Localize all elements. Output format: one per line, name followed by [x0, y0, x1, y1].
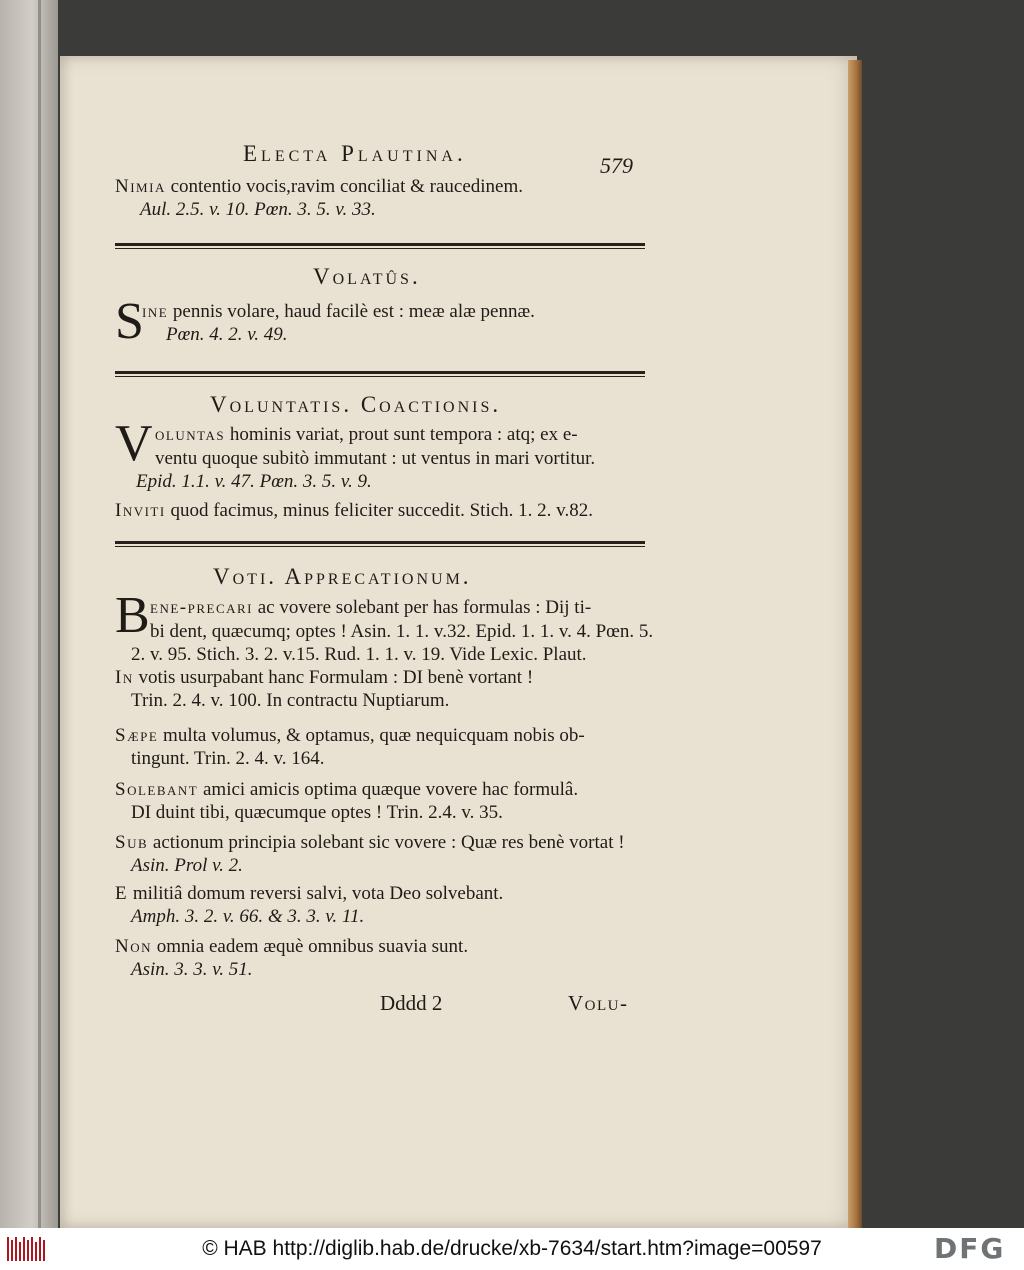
section-heading: Voluntatis. Coactionis. — [210, 392, 502, 417]
section-heading: Volatûs. — [313, 264, 421, 289]
section-rule — [115, 243, 645, 249]
entry-line: Epid. 1.1. v. 47. Pœn. 3. 5. v. 9. — [136, 471, 372, 492]
entry-line: Sub actionum principia solebant sic vovere : Quæ res benè vortat ! — [115, 832, 625, 853]
entry-line: 2. v. 95. Stich. 3. 2. v.15. Rud. 1. 1. v. 19. Vide Lexic. Plaut. — [131, 644, 587, 665]
entry-line: tingunt. Trin. 2. 4. v. 164. — [131, 748, 325, 769]
entry-line: Inviti quod facimus, minus feliciter succedit. Stich. 1. 2. v.82. — [115, 500, 593, 521]
previous-leaf-edge — [0, 0, 58, 1228]
page-fore-edge — [848, 60, 862, 1228]
entry-line: Non omnia eadem æquè omnibus suavia sunt. — [115, 936, 469, 957]
entry-line: ventu quoque subitò immutant : ut ventus in mari vortitur. — [155, 448, 596, 469]
catchword: Volu- — [568, 991, 629, 1015]
entry-line: ine pennis volare, haud facilè est : meæ alæ pennæ. — [142, 301, 535, 322]
entry-line: In votis usurpabant hanc Formulam : DI benè vortant ! — [115, 667, 534, 688]
entry-line: Pœn. 4. 2. v. 49. — [166, 324, 288, 345]
entry-line: Trin. 2. 4. v. 100. In contractu Nuptiarum. — [131, 690, 450, 711]
section-rule — [115, 371, 645, 377]
entry-line: ene-precari ac vovere solebant per has formulas : Dij ti- — [150, 597, 592, 618]
entry-line: oluntas hominis variat, prout sunt tempora : atq; ex e- — [155, 424, 578, 445]
entry-line: Solebant amici amicis optima quæque vovere hac formulâ. — [115, 779, 579, 800]
signature-mark: Dddd 2 — [380, 991, 443, 1015]
entry-line: bi dent, quæcumq; optes ! Asin. 1. 1. v.32. Epid. 1. 1. v. 4. Pœn. 5. — [150, 621, 654, 642]
footer-bar — [0, 1228, 1024, 1270]
entry-line: Nimia contentio vocis,ravim conciliat & raucedinem. — [115, 176, 524, 197]
running-head-title: Electa Plautina. — [243, 141, 467, 166]
entry-line: Asin. Prol v. 2. — [131, 855, 243, 876]
drop-cap: S — [115, 293, 144, 350]
page-number: 579 — [600, 153, 633, 178]
dfg-logo: DFG — [934, 1232, 1006, 1265]
entry-line: Amph. 3. 2. v. 66. & 3. 3. v. 11. — [131, 906, 365, 927]
section-rule — [115, 541, 645, 547]
drop-cap: B — [115, 587, 150, 644]
entry-line: Asin. 3. 3. v. 51. — [131, 959, 253, 980]
section-heading: Voti. Apprecationum. — [213, 564, 472, 589]
entry-line: E militiâ domum reversi salvi, vota Deo solvebant. — [115, 883, 504, 904]
entry-line: Aul. 2.5. v. 10. Pœn. 3. 5. v. 33. — [140, 199, 376, 220]
drop-cap: V — [115, 415, 153, 472]
entry-line: Sæpe multa volumus, & optamus, quæ nequicquam nobis ob- — [115, 725, 585, 746]
footer-copyright-link[interactable]: © HAB http://diglib.hab.de/drucke/xb-7634/start.htm?image=00597 — [202, 1237, 822, 1260]
entry-line: DI duint tibi, quæcumque optes ! Trin. 2.4. v. 35. — [131, 802, 503, 823]
